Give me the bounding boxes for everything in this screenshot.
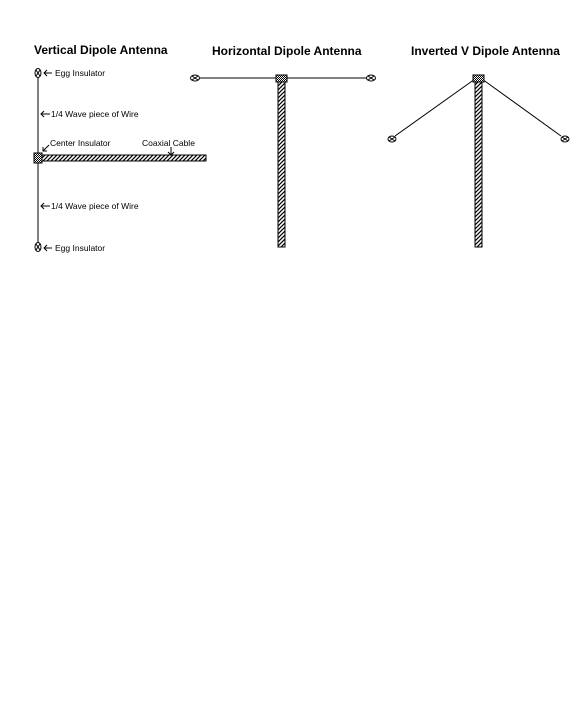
label-egg-insulator-bottom: Egg Insulator [55,243,106,253]
inverted-v-left-wire [395,79,475,136]
arrow-wire-lower-icon [41,203,50,209]
egg-insulator-right-icon [367,75,376,81]
arrow-center-insulator-icon [43,145,49,151]
label-wire-lower: 1/4 Wave piece of Wire [51,201,139,211]
inverted-v-dipole [388,44,569,247]
egg-insulator-bottom-icon [35,243,41,252]
horizontal-dipole-title: Horizontal Dipole Antenna [212,44,362,58]
label-wire-upper: 1/4 Wave piece of Wire [51,109,139,119]
label-center-insulator: Center Insulator [50,138,111,148]
vertical-dipole [34,43,206,253]
horizontal-coax-cable [278,82,285,247]
inverted-v-center-insulator-icon [473,75,484,82]
arrow-egg-top-icon [44,70,52,76]
label-egg-insulator-top: Egg Insulator [55,68,106,78]
vertical-dipole-title: Vertical Dipole Antenna [34,43,168,57]
egg-insulator-v-left-icon [388,136,396,142]
label-coaxial-cable: Coaxial Cable [142,138,195,148]
arrow-coax-icon [168,147,174,155]
egg-insulator-top-icon [35,69,41,78]
inverted-v-coax-cable [475,82,482,247]
horizontal-dipole [191,44,376,247]
center-insulator-icon [34,153,42,163]
egg-insulator-v-right-icon [561,136,569,142]
inverted-v-right-wire [482,79,561,136]
vertical-coax-cable [42,155,206,161]
egg-insulator-left-icon [191,75,200,81]
inverted-v-dipole-title: Inverted V Dipole Antenna [411,44,560,58]
horizontal-center-insulator-icon [276,75,287,82]
arrow-egg-bottom-icon [44,245,52,251]
arrow-wire-upper-icon [41,111,50,117]
